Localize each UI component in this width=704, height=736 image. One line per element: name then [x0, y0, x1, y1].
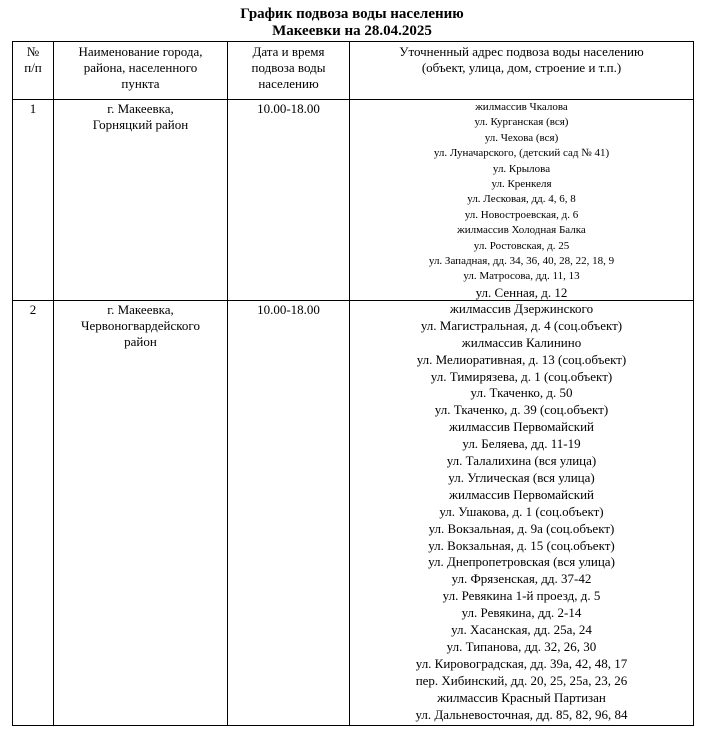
address-line: ул. Дальневосточная, дд. 85, 82, 96, 84	[415, 706, 628, 722]
row-place-cell	[54, 300, 228, 725]
address-line: ул. Чехова (вся)	[484, 131, 559, 144]
row-address-cell	[350, 300, 694, 725]
place-line: Горняцкий район	[92, 117, 189, 132]
address-line: ул. Кировоградская, дд. 39а, 42, 48, 17	[415, 655, 628, 671]
address-line: ул. Ткаченко, д. 50	[470, 385, 573, 401]
row-time-cell	[228, 100, 350, 301]
header-num	[13, 42, 54, 100]
header-text: №	[26, 44, 40, 59]
title-line-1: График подвоза воды населению	[240, 6, 464, 22]
address-line: ул. Типанова, дд. 32, 26, 30	[446, 639, 597, 654]
address-line: ул. Мелиоративная, д. 13 (соц.объект)	[416, 351, 627, 367]
address-line: ул. Магистральная, д. 4 (соц.объект)	[420, 317, 623, 333]
header-text: пункта	[121, 76, 160, 91]
address-line: ул. Курганская (вся)	[474, 116, 569, 129]
water-schedule-table	[12, 41, 694, 726]
place-line: г. Макеевка,	[107, 301, 174, 317]
header-text: населению	[258, 76, 319, 91]
address-line: ул. Матросова, дд. 11, 13	[463, 270, 580, 283]
address-line: ул. Луначарского, (детский сад № 41)	[433, 147, 610, 160]
address-line: ул. Лесковая, дд. 4, 6, 8	[467, 193, 576, 206]
address-list	[350, 301, 693, 724]
table-row	[13, 300, 694, 725]
place-line: район	[124, 333, 157, 349]
header-text: Наименование города,	[78, 44, 203, 59]
row-address-cell	[350, 100, 694, 301]
header-text: района, населенного	[83, 60, 198, 75]
address-line: ул. Ростовская, д. 25	[473, 239, 570, 252]
address-line: пер. Хибинский, дд. 20, 25, 25а, 23, 26	[415, 672, 628, 688]
address-line: жилмассив Холодная Балка	[457, 224, 586, 237]
address-line: ул. Тимирязева, д. 1 (соц.объект)	[430, 368, 613, 384]
header-address	[350, 42, 694, 100]
address-line: ул. Вокзальная, д. 9а (соц.объект)	[428, 520, 615, 536]
address-line: ул. Хасанская, дд. 25а, 24	[451, 622, 592, 638]
address-line: жилмассив Чкалова	[475, 101, 568, 113]
address-line: ул. Вокзальная, д. 15 (соц.объект)	[428, 537, 615, 553]
address-line: ул. Беляева, дд. 11-19	[462, 436, 581, 452]
row-time: 10.00-18.00	[257, 301, 320, 317]
address-line: ул. Ревякина 1-й проезд, д. 5	[442, 588, 601, 604]
address-line: ул. Новостроевская, д. 6	[464, 208, 579, 221]
row-num-cell	[13, 300, 54, 725]
address-line: ул. Крылова	[492, 162, 551, 175]
header-text: п/п	[24, 60, 42, 75]
address-line: ул. Талалихина (вся улица)	[446, 453, 597, 469]
place-line: г. Макеевка,	[107, 101, 174, 116]
row-place-cell	[54, 100, 228, 301]
address-line: ул. Сенная, д. 12	[475, 284, 568, 300]
row-time-cell	[228, 300, 350, 725]
address-line: жилмассив Первомайский	[448, 486, 595, 502]
address-line: ул. Кренкеля	[491, 178, 552, 191]
header-text: Уточненный адрес подвоза воды населению	[399, 44, 644, 59]
address-line: ул. Ушакова, д. 1 (соц.объект)	[439, 503, 604, 519]
address-line: ул. Фрязенская, дд. 37-42	[451, 571, 592, 587]
address-list	[350, 100, 693, 300]
table-header-row	[13, 42, 694, 100]
header-text: подвоза воды	[251, 60, 326, 75]
row-num: 1	[29, 101, 37, 116]
header-time	[228, 42, 350, 100]
address-line: ул. Днепропетровская (вся улица)	[428, 554, 615, 570]
document-title	[0, 6, 704, 40]
row-time: 10.00-18.00	[257, 101, 320, 116]
address-line: жилмассив Дзержинского	[449, 300, 594, 316]
address-line: ул. Западная, дд. 34, 36, 40, 28, 22, 18, 9	[428, 255, 615, 268]
header-text: (объект, улица, дом, строение и т.п.)	[421, 60, 622, 75]
address-line: ул. Ревякина, дд. 2-14	[461, 605, 582, 621]
address-line: ул. Ткаченко, д. 39 (соц.объект)	[434, 402, 609, 418]
address-line: ул. Углическая (вся улица)	[448, 469, 595, 485]
address-line: жилмассив Красный Партизан	[437, 689, 606, 705]
row-num: 2	[29, 301, 37, 317]
address-line: жилмассив Калинино	[461, 334, 582, 350]
header-text: Дата и время	[252, 44, 325, 59]
place-line: Червоногвардейского	[81, 317, 200, 333]
row-num-cell	[13, 100, 54, 301]
header-place	[54, 42, 228, 100]
title-line-2: Макеевки на 28.04.2025	[272, 23, 432, 39]
table-row	[13, 100, 694, 301]
address-line: жилмассив Первомайский	[448, 419, 595, 435]
